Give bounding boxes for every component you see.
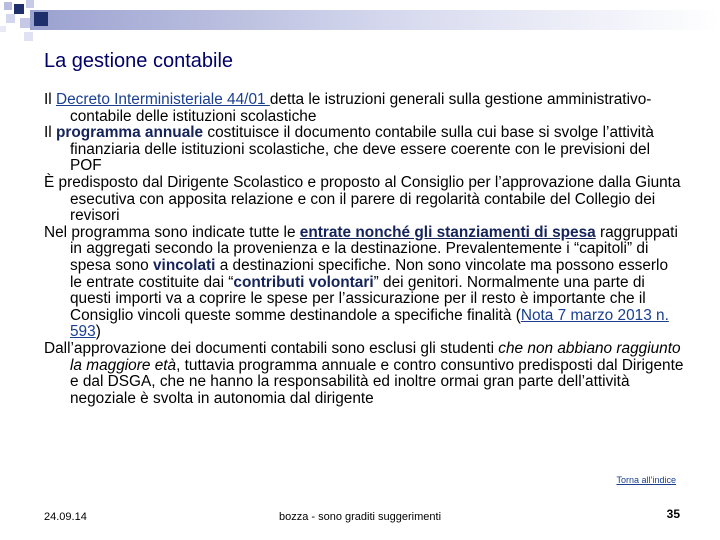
paragraph-predisposto: È predisposto dal Dirigente Scolastico e proposto al Consiglio per l’approvazione dalla Giunta esecutiva con apposita relazione e con il parere di regolarità contabile del Collegio dei revisori bbox=[44, 173, 681, 225]
contributi-term: contributi volontari bbox=[233, 273, 374, 291]
entrate-term: entrate nonché gli stanziamenti di spesa bbox=[299, 223, 596, 241]
vincolati-term: vincolati bbox=[153, 256, 216, 274]
text-span: Il bbox=[44, 124, 56, 142]
deco-square bbox=[6, 14, 15, 23]
footer-date: 24.09.14 bbox=[44, 511, 87, 523]
deco-square bbox=[14, 4, 24, 14]
deco-square bbox=[20, 18, 30, 28]
deco-square bbox=[0, 26, 6, 32]
nota-link[interactable]: Nota 7 marzo 2013 n. 593 bbox=[70, 306, 669, 341]
page-number: 35 bbox=[666, 507, 680, 521]
text-span: Dall’approvazione dei documenti contabili sono esclusi gli studenti bbox=[44, 339, 499, 357]
header-decoration bbox=[0, 0, 720, 44]
deco-square bbox=[24, 32, 33, 41]
text-span: Nel programma sono indicate tutte le bbox=[44, 223, 300, 241]
back-to-index-link[interactable]: Torna all’indice bbox=[616, 475, 676, 485]
paragraph-studenti bbox=[44, 341, 684, 407]
text-span: ” dei genitori. Normalmente una parte di questi importi va a coprire le spese per l’assicurazione per il resto è importante che il Consiglio vincoli queste somme destinandole a specifiche finalità ( bbox=[70, 273, 646, 324]
programma-annuale-term: programma annuale bbox=[55, 124, 204, 142]
slide-title: La gestione contabile bbox=[44, 50, 234, 72]
text-span: costituisce il documento contabile sulla cui base si svolge l’attività finanziaria delle istituzioni scolastiche, che deve essere coerente con le previsioni del POF bbox=[70, 124, 654, 175]
decreto-link[interactable]: Decreto Interministeriale 44/01 bbox=[55, 91, 270, 108]
paragraph-programma bbox=[44, 125, 684, 175]
footer-note: bozza - sono graditi suggerimenti bbox=[278, 511, 442, 523]
deco-square bbox=[4, 2, 12, 10]
paragraph-decreto bbox=[44, 92, 684, 125]
text-span: ) bbox=[95, 323, 101, 341]
text-span: Il bbox=[44, 91, 56, 108]
text-span: a destinazioni specifiche. Non sono vincolate ma possono esserlo le entrate costituite dai “ bbox=[70, 256, 669, 291]
paragraph-entrate bbox=[44, 225, 684, 341]
maggiore-eta-term: che non abbiano raggiunto la maggiore età bbox=[70, 339, 681, 374]
slide-body bbox=[44, 92, 684, 407]
text-span: raggruppati in aggregati secondo la provenienza e la destinazione. Prevalentemente i “capitoli” di spesa sono bbox=[70, 223, 678, 274]
deco-square bbox=[34, 12, 48, 26]
text-span: , tuttavia programma annuale e contro consuntivo predisposti dal Dirigente e dal DSGA, che ne hanno la responsabilità ed inoltre ormai gran parte dell’attività negoziale è svolta in autonomia dal dirigente bbox=[70, 356, 684, 407]
header-gradient-bar bbox=[30, 10, 720, 30]
deco-square bbox=[26, 0, 34, 8]
text-span: detta le istruzioni generali sulla gestione amministrativo-contabile delle istituzioni scolastiche bbox=[70, 91, 652, 125]
